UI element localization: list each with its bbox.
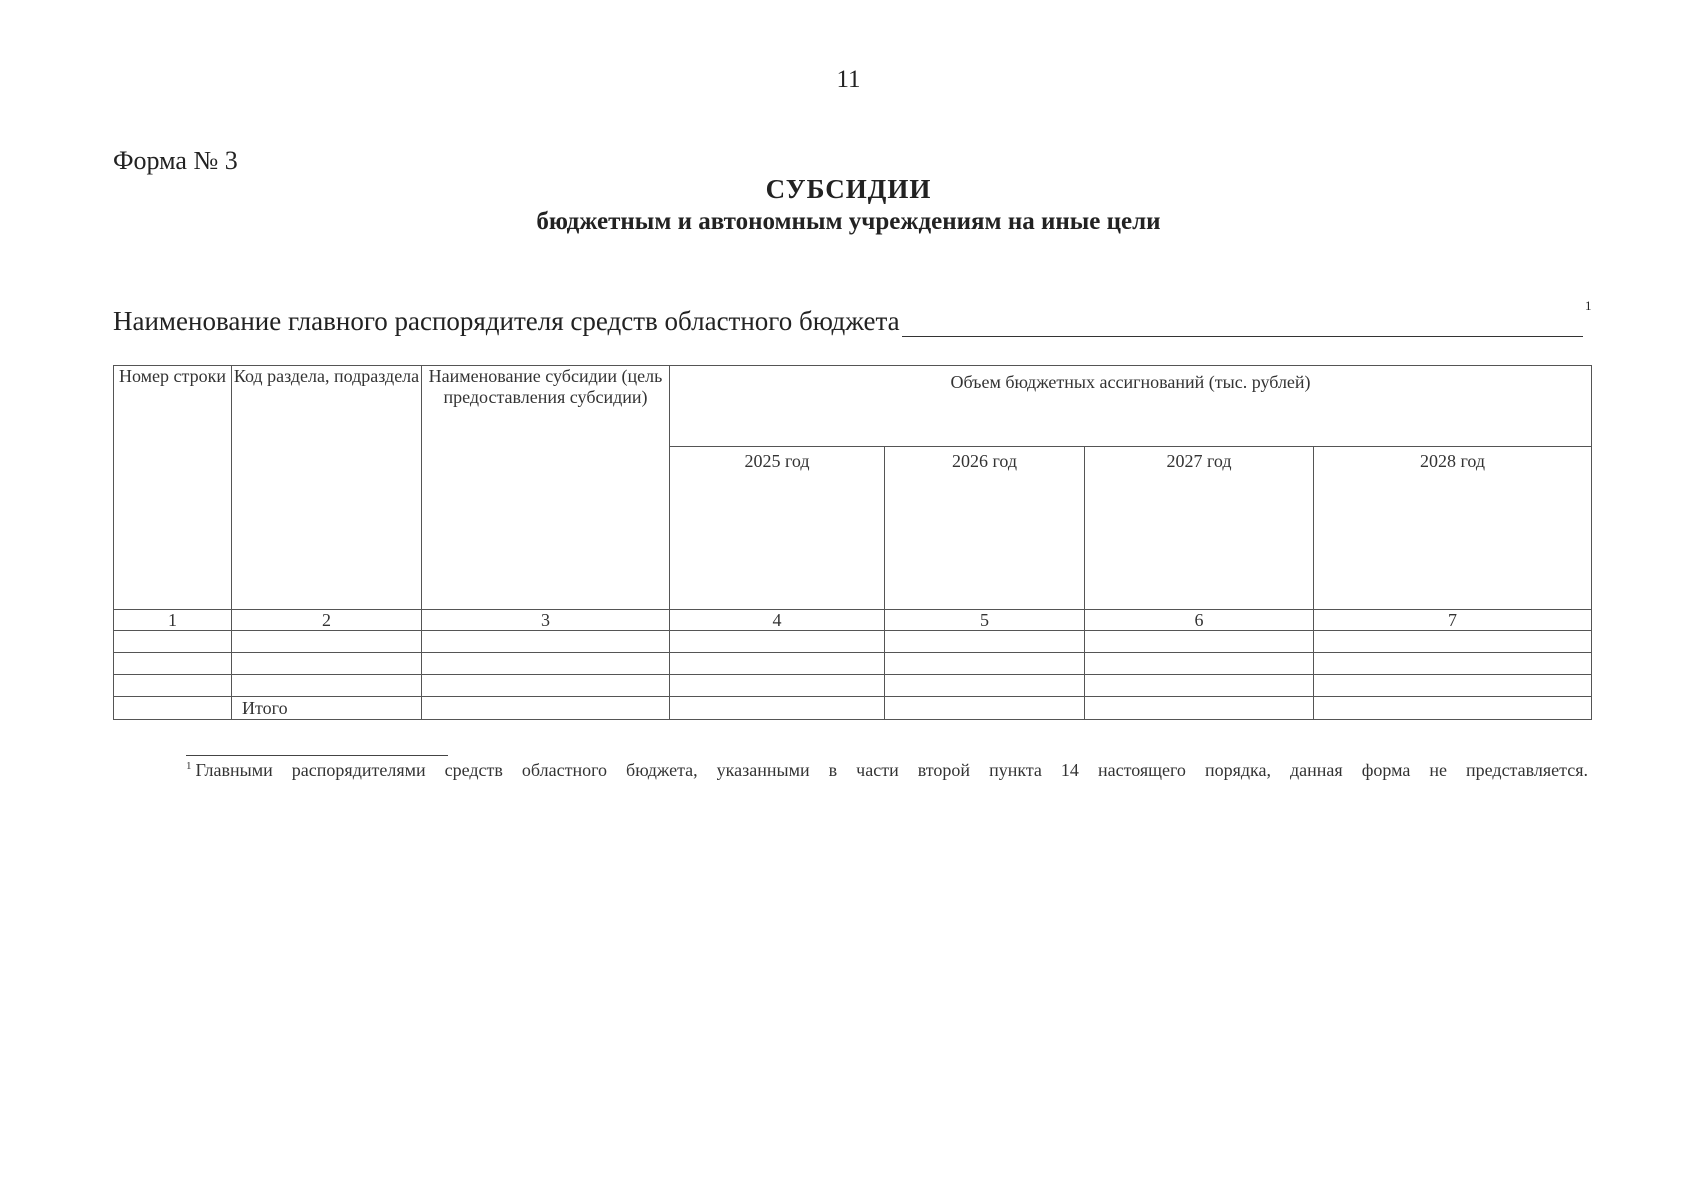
header-year-2025: 2025 год: [670, 447, 885, 610]
table-cell[interactable]: [885, 631, 1085, 653]
table-cell[interactable]: [670, 675, 885, 697]
table-cell[interactable]: [422, 653, 670, 675]
column-number: 2: [232, 610, 422, 631]
table-cell[interactable]: [885, 653, 1085, 675]
header-row-number: Номер строки: [114, 366, 232, 610]
document-title: СУБСИДИИ: [765, 174, 932, 204]
subsidies-table: [113, 365, 1592, 720]
table-cell[interactable]: [670, 653, 885, 675]
header-section-code: Код раздела, подраздела: [232, 366, 422, 610]
table-cell[interactable]: [1085, 697, 1314, 720]
header-row-top: [114, 366, 1592, 447]
footnote-divider: [186, 755, 448, 756]
column-number: 4: [670, 610, 885, 631]
table-cell[interactable]: [114, 697, 232, 720]
table-cell[interactable]: [885, 697, 1085, 720]
document-subtitle: бюджетным и автономным учреждениям на иные цели: [536, 208, 1161, 235]
table-cell[interactable]: [885, 675, 1085, 697]
table-row: [114, 631, 1592, 653]
column-number: 6: [1085, 610, 1314, 631]
gov-name-line: [113, 306, 1583, 337]
table-cell[interactable]: [670, 697, 885, 720]
column-number: 3: [422, 610, 670, 631]
form-number: Форма № 3: [113, 146, 238, 175]
header-year-2027: 2027 год: [1085, 447, 1314, 610]
column-number: 1: [114, 610, 232, 631]
table-row: [114, 675, 1592, 697]
column-number: 5: [885, 610, 1085, 631]
table-cell[interactable]: [670, 631, 885, 653]
header-year-2028: 2028 год: [1314, 447, 1592, 610]
table-cell[interactable]: [1085, 653, 1314, 675]
gov-name-field[interactable]: [902, 314, 1583, 337]
table-cell[interactable]: [1314, 631, 1592, 653]
table-cell[interactable]: [422, 675, 670, 697]
table-cell[interactable]: [232, 675, 422, 697]
total-row: [114, 697, 1592, 720]
table-row: [114, 653, 1592, 675]
table-cell[interactable]: [114, 653, 232, 675]
table-cell[interactable]: [422, 697, 670, 720]
table-cell[interactable]: [1314, 653, 1592, 675]
table-cell[interactable]: [1314, 675, 1592, 697]
page-number: 11: [836, 66, 861, 93]
table-cell[interactable]: [1314, 697, 1592, 720]
footnote-marker: 1: [1585, 298, 1592, 313]
header-subsidy-name: Наименование субсидии (цель предоставления субсидии): [422, 366, 670, 610]
table-cell[interactable]: [114, 675, 232, 697]
table-cell[interactable]: [1085, 631, 1314, 653]
footnote: [186, 760, 1588, 781]
total-label: Итого: [232, 697, 422, 720]
header-volume: Объем бюджетных ассигнований (тыс. рублей): [670, 366, 1592, 447]
footnote-number: 1: [186, 760, 192, 772]
table-cell[interactable]: [232, 631, 422, 653]
header-year-2026: 2026 год: [885, 447, 1085, 610]
table-cell[interactable]: [232, 653, 422, 675]
column-number-row: [114, 610, 1592, 631]
footnote-text: Главными распорядителями средств областного бюджета, указанными в части второй пункта 14 настоящего порядка, данная форма не представляется.: [195, 760, 1588, 780]
table-cell[interactable]: [114, 631, 232, 653]
table-cell[interactable]: [1085, 675, 1314, 697]
table-cell[interactable]: [422, 631, 670, 653]
column-number: 7: [1314, 610, 1592, 631]
gov-name-label: Наименование главного распорядителя средств областного бюджета: [113, 306, 900, 336]
